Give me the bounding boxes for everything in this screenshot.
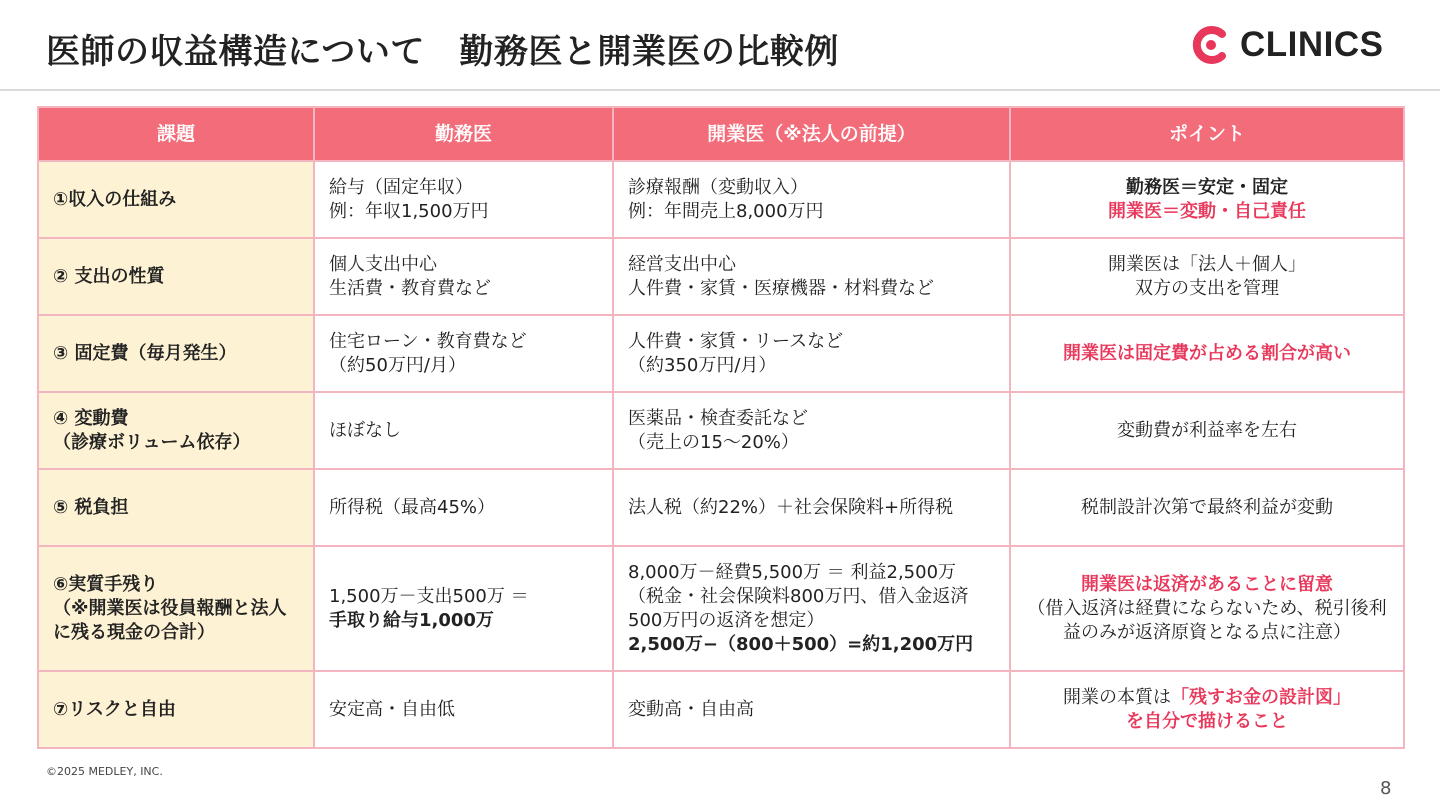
issue-text: ⑥実質手残り (53, 573, 159, 595)
table-row (38, 671, 1404, 748)
point-text: 双方の支出を管理 (1135, 277, 1279, 299)
column-header-employed: 勤務医 (314, 107, 613, 161)
employed-text: 生活費・教育費など (329, 277, 491, 299)
issue-cell (38, 315, 314, 392)
point-text: 変動費が利益率を左右 (1117, 419, 1297, 441)
point-cell (1010, 161, 1404, 238)
point-text-highlight: 開業医＝変動・自己責任 (1108, 200, 1306, 222)
point-text-prefix: 開業の本質は (1063, 686, 1171, 708)
employed-text: ほぼなし (329, 419, 401, 441)
table-header-row (38, 107, 1404, 161)
employed-cell (314, 238, 613, 315)
owner-text: 人件費・家賃・リースなど (628, 330, 844, 352)
owner-text: 8,000万－経費5,500万 ＝ 利益2,500万 (628, 561, 957, 583)
owner-text: 診療報酬（変動収入） (628, 176, 808, 198)
point-cell (1010, 671, 1404, 748)
owner-cell (613, 392, 1010, 469)
point-text: （借入返済は経費にならないため、税引後利益のみが返済原資となる点に注意） (1027, 597, 1387, 643)
table-row (38, 161, 1404, 238)
point-text (1019, 686, 1395, 710)
clinics-logo (1192, 24, 1384, 66)
point-text: 開業医は「法人＋個人」 (1108, 253, 1306, 275)
employed-text: 住宅ローン・教育費など (329, 330, 527, 352)
employed-text-bold: 手取り給与1,000万 (329, 609, 494, 631)
employed-text: 個人支出中心 (329, 253, 437, 275)
point-cell (1010, 315, 1404, 392)
issue-cell (38, 671, 314, 748)
comparison-table (37, 106, 1405, 749)
point-cell (1010, 546, 1404, 671)
issue-text: （診療ボリューム依存） (53, 431, 251, 453)
employed-cell (314, 392, 613, 469)
point-text: 税制設計次第で最終利益が変動 (1081, 496, 1333, 518)
issue-cell (38, 546, 314, 671)
issue-text: ⑤ 税負担 (53, 496, 129, 518)
point-text-highlight: 「残すお金の設計図」 (1171, 686, 1351, 708)
employed-text: 所得税（最高45%） (329, 496, 496, 518)
clinics-logo-icon (1192, 25, 1230, 65)
employed-cell (314, 671, 613, 748)
owner-text: 経営支出中心 (628, 253, 736, 275)
issue-cell (38, 469, 314, 546)
owner-cell (613, 315, 1010, 392)
point-text: 勤務医＝安定・固定 (1126, 176, 1288, 198)
employed-text: 1,500万－支出500万 ＝ (329, 585, 529, 607)
employed-text: 例：年収1,500万円 (329, 200, 489, 222)
employed-text: 給与（固定年収） (329, 176, 473, 198)
header-divider (0, 89, 1440, 91)
employed-cell (314, 161, 613, 238)
issue-cell (38, 392, 314, 469)
issue-text: ⑦リスクと自由 (53, 698, 176, 720)
point-text-highlight: 開業医は返済があることに留意 (1081, 573, 1333, 595)
employed-cell (314, 469, 613, 546)
column-header-owner: 開業医（※法人の前提） (613, 107, 1010, 161)
issue-text: ③ 固定費（毎月発生） (53, 342, 237, 364)
owner-text: 法人税（約22%）＋社会保険料+所得税 (628, 496, 954, 518)
employed-text: （約50万円/月） (329, 354, 466, 376)
issue-text: ④ 変動費 (53, 407, 129, 429)
column-header-issue: 課題 (38, 107, 314, 161)
issue-text: ①収入の仕組み (53, 188, 177, 210)
employed-cell (314, 546, 613, 671)
table-row (38, 469, 1404, 546)
owner-cell (613, 671, 1010, 748)
table-row (38, 315, 1404, 392)
owner-text: （約350万円/月） (628, 354, 777, 376)
owner-text: 変動高・自由高 (628, 698, 754, 720)
owner-cell (613, 546, 1010, 671)
issue-cell (38, 161, 314, 238)
owner-text: 人件費・家賃・医療機器・材料費など (628, 277, 934, 299)
owner-cell (613, 161, 1010, 238)
employed-text: 安定高・自由低 (329, 698, 455, 720)
issue-text: ② 支出の性質 (53, 265, 165, 287)
point-cell (1010, 469, 1404, 546)
page-number: 8 (1380, 778, 1392, 799)
owner-text: （売上の15〜20%） (628, 431, 799, 453)
owner-text: 例：年間売上8,000万円 (628, 200, 824, 222)
owner-text-bold: 2,500万−（800＋500）=約1,200万円 (628, 633, 974, 655)
point-text-highlight: 開業医は固定費が占める割合が高い (1063, 342, 1351, 364)
employed-cell (314, 315, 613, 392)
table-row (38, 238, 1404, 315)
point-cell (1010, 392, 1404, 469)
owner-text: 医薬品・検査委託など (628, 407, 808, 429)
owner-text: （税金・社会保険料800万円、借入金返済500万円の返済を想定） (628, 585, 969, 631)
copyright: ©2025 MEDLEY, INC. (46, 765, 163, 778)
issue-text: （※開業医は役員報酬と法人に残る現金の合計） (53, 597, 287, 643)
table-row (38, 392, 1404, 469)
table-row (38, 546, 1404, 671)
page-title: 医師の収益構造について 勤務医と開業医の比較例 (46, 32, 839, 72)
point-cell (1010, 238, 1404, 315)
point-text-highlight: を自分で描けること (1126, 710, 1288, 732)
owner-cell (613, 238, 1010, 315)
column-header-point: ポイント (1010, 107, 1404, 161)
owner-cell (613, 469, 1010, 546)
logo-text: CLINICS (1240, 25, 1384, 64)
issue-cell (38, 238, 314, 315)
